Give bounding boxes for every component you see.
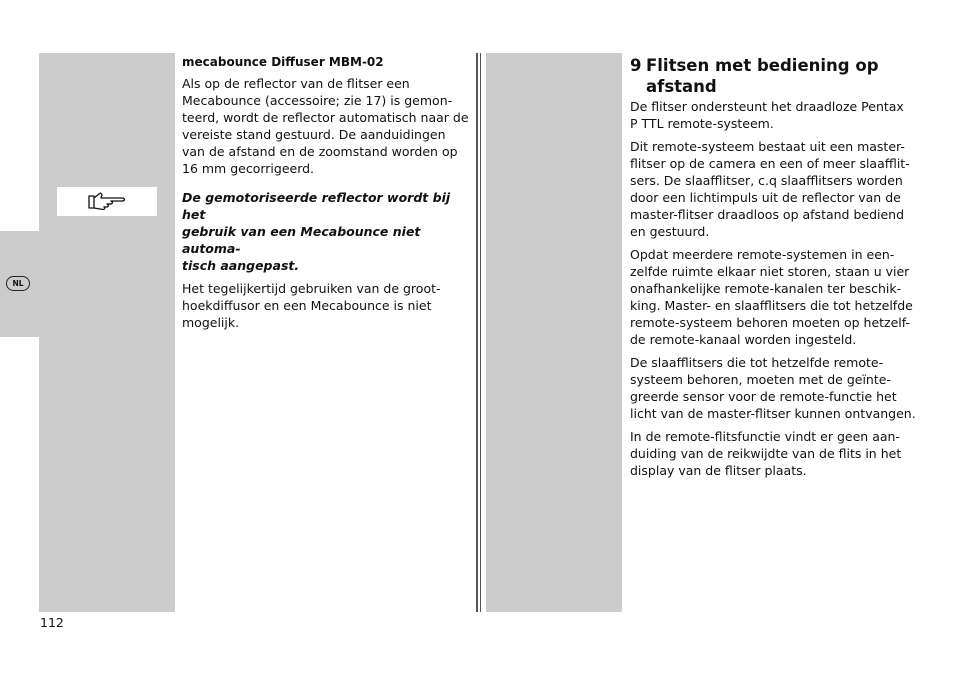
page-number: 112 bbox=[40, 615, 64, 630]
text-line: 16 mm gecorrigeerd. bbox=[182, 161, 315, 176]
text-line: duiding van de reikwijdte van de flits in het bbox=[630, 446, 902, 461]
column-divider-right bbox=[480, 53, 481, 612]
section-subheading: mecabounce Diffuser MBM-02 bbox=[182, 55, 384, 69]
paragraph-combination bbox=[182, 280, 472, 331]
text-line: P TTL remote-systeem. bbox=[630, 116, 774, 131]
text-line: sers. De slaafflitser, c.q slaafflitsers worden bbox=[630, 173, 903, 188]
language-badge: NL bbox=[6, 276, 30, 291]
text-line: Mecabounce (accessoire; zie 17) is gemon- bbox=[182, 93, 453, 108]
right-margin-band bbox=[486, 53, 622, 612]
note-marker bbox=[57, 187, 157, 216]
note-text bbox=[182, 189, 472, 274]
paragraph-system bbox=[630, 138, 930, 240]
text-line: display van de flitser plaats. bbox=[630, 463, 807, 478]
paragraph-channels bbox=[630, 246, 930, 348]
text-line: zelfde ruimte elkaar niet storen, staan u vier bbox=[630, 264, 910, 279]
text-line: Dit remote-systeem bestaat uit een master- bbox=[630, 139, 905, 154]
text-line: remote-systeem behoren moeten op hetzelf- bbox=[630, 315, 911, 330]
paragraph-sensor bbox=[630, 354, 930, 422]
text-line: Als op de reflector van de flitser een bbox=[182, 76, 410, 91]
paragraph-range-display bbox=[630, 428, 930, 479]
text-line: king. Master- en slaafflitsers die tot hetzelfde bbox=[630, 298, 913, 313]
text-line: de remote-kanaal worden ingesteld. bbox=[630, 332, 857, 347]
left-text-column bbox=[182, 54, 472, 337]
text-line: Het tegelijkertijd gebruiken van de groot- bbox=[182, 281, 441, 296]
text-line: van de afstand en de zoomstand worden op bbox=[182, 144, 458, 159]
text-line: en gestuurd. bbox=[630, 224, 710, 239]
chapter-title: Flitsen met bediening op afstand bbox=[646, 56, 879, 96]
chapter-heading bbox=[630, 55, 930, 97]
text-line: onafhankelijke remote-kanalen ter beschik- bbox=[630, 281, 902, 296]
text-line: gebruik van een Mecabounce niet automa- bbox=[182, 224, 421, 256]
column-divider-left bbox=[476, 53, 478, 612]
text-line: De flitser ondersteunt het draadloze Pentax bbox=[630, 99, 904, 114]
text-line: teerd, wordt de reflector automatisch naar de bbox=[182, 110, 469, 125]
text-line: vereiste stand gestuurd. De aanduidingen bbox=[182, 127, 446, 142]
left-margin-band bbox=[39, 53, 175, 612]
chapter-number: 9 bbox=[630, 56, 642, 75]
text-line: De slaafflitsers die tot hetzelfde remote- bbox=[630, 355, 884, 370]
text-line: In de remote-flitsfunctie vindt er geen aan- bbox=[630, 429, 900, 444]
text-line: mogelijk. bbox=[182, 315, 240, 330]
text-line: door een lichtimpuls uit de reflector van de bbox=[630, 190, 901, 205]
text-line: Opdat meerdere remote-systemen in een- bbox=[630, 247, 895, 262]
right-text-column bbox=[630, 98, 930, 485]
text-line: licht van de master-flitser kunnen ontvangen. bbox=[630, 406, 916, 421]
text-line: tisch aangepast. bbox=[182, 258, 300, 273]
text-line: master-flitser draadloos op afstand bediend bbox=[630, 207, 905, 222]
text-line: hoekdiffusor en een Mecabounce is niet bbox=[182, 298, 432, 313]
paragraph-mecabounce bbox=[182, 75, 472, 177]
pointing-hand-icon bbox=[87, 190, 127, 212]
text-line: greerde sensor voor de remote-functie het bbox=[630, 389, 897, 404]
paragraph-support bbox=[630, 98, 930, 132]
text-line: systeem behoren, moeten met de geïnte- bbox=[630, 372, 891, 387]
text-line: De gemotoriseerde reflector wordt bij het bbox=[182, 190, 451, 222]
text-line: flitser op de camera en een of meer slaafflit- bbox=[630, 156, 910, 171]
